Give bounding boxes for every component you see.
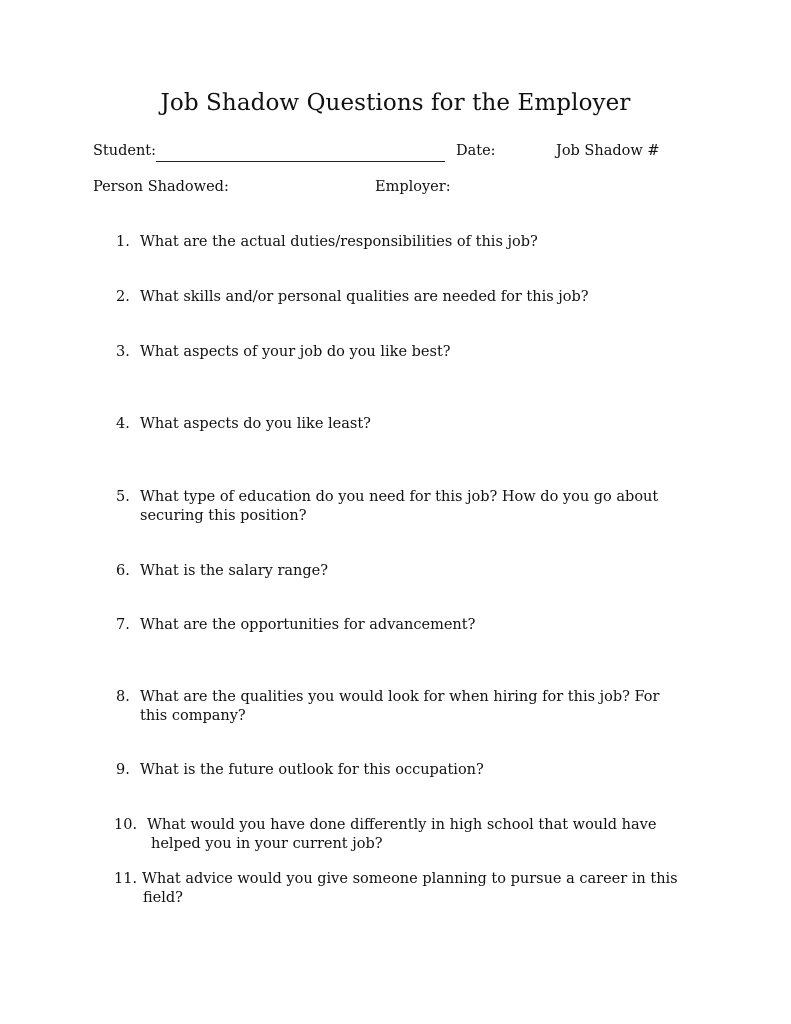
page-title: Job Shadow Questions for the Employer	[160, 90, 631, 116]
question-text: What would you have done differently in high school that would have	[147, 817, 657, 833]
student-label: Student:	[93, 143, 157, 159]
employer-label: Employer:	[375, 179, 451, 195]
date-label: Date:	[456, 143, 496, 159]
question-number: 8.	[116, 689, 130, 705]
question-number: 4.	[116, 416, 130, 432]
question-text-continued: helped you in your current job?	[151, 836, 383, 852]
question-text: What aspects of your job do you like best?	[140, 344, 451, 360]
question-text: What are the opportunities for advancement?	[140, 617, 476, 633]
person-shadowed-label: Person Shadowed:	[93, 179, 229, 195]
question-text-continued: securing this position?	[140, 508, 307, 524]
question-number: 11.	[114, 871, 138, 887]
question-number: 7.	[116, 617, 130, 633]
question-number: 9.	[116, 762, 130, 778]
question-number: 5.	[116, 489, 130, 505]
job-shadow-number-label: Job Shadow #	[556, 143, 660, 159]
question-number: 1.	[116, 234, 130, 250]
question-text: What are the actual duties/responsibilities of this job?	[140, 234, 538, 250]
question-text: What type of education do you need for this job? How do you go about	[140, 489, 659, 505]
question-text: What is the salary range?	[140, 563, 329, 579]
question-text-continued: field?	[143, 890, 183, 906]
question-number: 2.	[116, 289, 130, 305]
question-number: 6.	[116, 563, 130, 579]
question-text: What skills and/or personal qualities are needed for this job?	[140, 289, 589, 305]
question-text: What is the future outlook for this occupation?	[140, 762, 484, 778]
question-text: What are the qualities you would look for when hiring for this job? For	[140, 689, 660, 705]
question-text: What aspects do you like least?	[140, 416, 371, 432]
question-number: 3.	[116, 344, 130, 360]
question-text: What advice would you give someone planning to pursue a career in this	[142, 871, 678, 887]
question-number: 10.	[114, 817, 138, 833]
student-name-line[interactable]	[156, 161, 445, 162]
question-text-continued: this company?	[140, 708, 246, 724]
